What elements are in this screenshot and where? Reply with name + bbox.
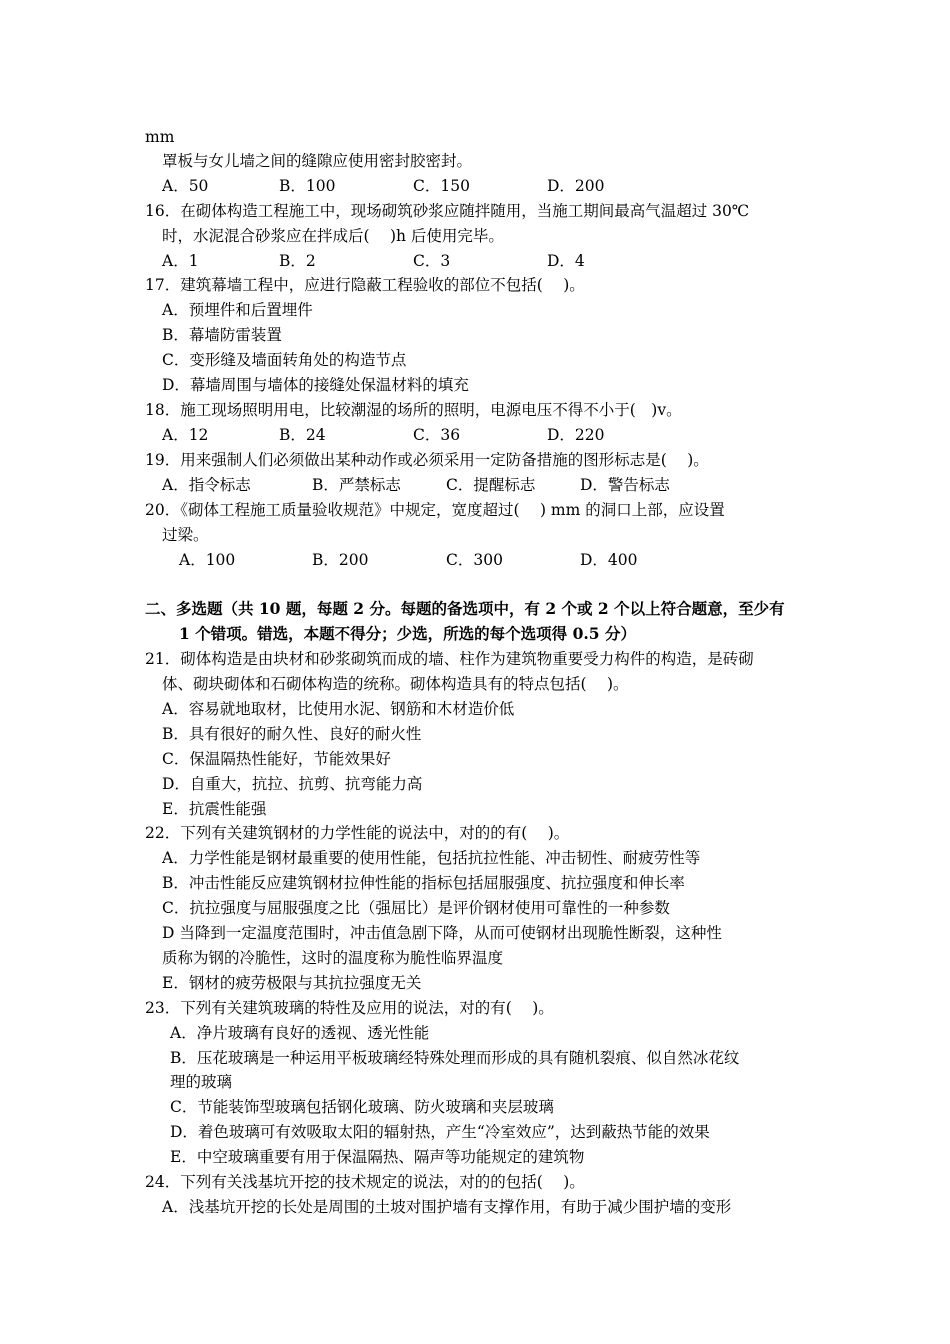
question-24: 24．下列有关浅基坑开挖的技术规定的说法，对的的包括( )。 (145, 1173, 585, 1191)
option-d: D 当降到一定温度范围时，冲击值急剧下降，从而可使钢材出现脆性断裂，这种性 (162, 924, 722, 942)
option-b: B．具有很好的耐久性、良好的耐火性 (162, 725, 422, 743)
text-line: mm (145, 128, 175, 146)
question-19: 19．用来强制人们必须做出某种动作或必须采用一定防备措施的图形标志是( )。 (145, 451, 709, 469)
option-a: A．50 (162, 177, 209, 195)
option-d: D．400 (580, 551, 638, 569)
option-a: A．浅基坑开挖的长处是周围的土坡对围护墙有支撑作用，有助于减少围护墙的变形 (162, 1198, 732, 1216)
option-b: B．24 (279, 426, 326, 444)
option-a: A．1 (162, 252, 199, 270)
section-heading: 二、多选题（共 10 题，每题 2 分。每题的备选项中，有 2 个或 2 个以上符合题意，至少有 (145, 599, 785, 618)
option-e: E．抗震性能强 (162, 800, 267, 818)
question-21: 21．砌体构造是由块材和砂浆砌筑而成的墙、柱作为建筑物重要受力构件的构造，是砖砌 (145, 650, 754, 668)
option-d: D．幕墙周围与墙体的接缝处保温材料的填充 (162, 376, 469, 394)
option-a: A．力学性能是钢材最重要的使用性能，包括抗拉性能、冲击韧性、耐疲劳性等 (162, 849, 701, 867)
option-a: A．容易就地取材，比使用水泥、钢筋和木材造价低 (162, 700, 515, 718)
option-b: B．严禁标志 (312, 476, 401, 494)
text-line: 罩板与女儿墙之间的缝隙应使用密封胶密封。 (162, 152, 473, 170)
option-c: C．150 (413, 177, 470, 195)
section-heading-cont: 1 个错项。错选，本题不得分；少选，所选的每个选项得 0.5 分） (179, 624, 636, 643)
text-line: 过梁。 (162, 526, 209, 544)
option-d: D．220 (547, 426, 605, 444)
option-a: A．100 (179, 551, 236, 569)
option-b: B．2 (279, 252, 316, 270)
question-17: 17．建筑幕墙工程中，应进行隐蔽工程验收的部位不包括( )。 (145, 276, 585, 294)
option-d: D．自重大，抗拉、抗剪、抗弯能力高 (162, 775, 423, 793)
option-e: E．中空玻璃重要有用于保温隔热、隔声等功能规定的建筑物 (170, 1148, 585, 1166)
question-16: 16．在砌体构造工程施工中，现场砌筑砂浆应随拌随用，当施工期间最高气温超过 30℃ (145, 202, 750, 220)
option-d: D．着色玻璃可有效吸取太阳的辐射热，产生“冷室效应”，达到蔽热节能的效果 (170, 1123, 710, 1141)
option-c: C．300 (446, 551, 503, 569)
option-c: C．变形缝及墙面转角处的构造节点 (162, 351, 407, 369)
option-b: B．100 (279, 177, 336, 195)
option-c: C．提醒标志 (446, 476, 536, 494)
option-b: B．200 (312, 551, 369, 569)
option-c: C．抗拉强度与屈服强度之比（强屈比）是评价钢材使用可靠性的一种参数 (162, 899, 670, 917)
option-a: A．指令标志 (162, 476, 251, 494)
option-c: C．36 (413, 426, 461, 444)
option-e: E．钢材的疲劳极限与其抗拉强度无关 (162, 974, 422, 992)
text-line: 理的玻璃 (170, 1073, 233, 1091)
option-c: C．保温隔热性能好，节能效果好 (162, 750, 391, 768)
text-line: 质称为钢的冷脆性，这时的温度称为脆性临界温度 (162, 949, 504, 967)
option-c: C．3 (413, 252, 451, 270)
option-a: A．12 (162, 426, 209, 444)
option-d: D．4 (547, 252, 585, 270)
text-line: 时，水泥混合砂浆应在拌成后( )h 后使用完毕。 (162, 227, 504, 245)
text-line: 体、砌块砌体和石砌体构造的统称。砌体构造具有的特点包括( )。 (162, 675, 629, 693)
option-b: B．冲击性能反应建筑钢材拉伸性能的指标包括屈服强度、抗拉强度和伸长率 (162, 874, 685, 892)
option-b: B．幕墙防雷装置 (162, 326, 282, 344)
question-20: 20．《砌体工程施工质量验收规范》中规定，宽度超过( ) mm 的洞口上部，应设置 (145, 501, 725, 519)
question-18: 18．施工现场照明用电，比较潮湿的场所的照明，电源电压不得不小于( )v。 (145, 401, 682, 419)
option-c: C．节能装饰型玻璃包括钢化玻璃、防火玻璃和夹层玻璃 (170, 1098, 554, 1116)
option-a: A．预埋件和后置埋件 (162, 301, 313, 319)
option-a: A．净片玻璃有良好的透视、透光性能 (170, 1024, 430, 1042)
option-d: D．200 (547, 177, 605, 195)
option-b: B．压花玻璃是一种运用平板玻璃经特殊处理而形成的具有随机裂痕、似自然冰花纹 (170, 1049, 740, 1067)
question-23: 23．下列有关建筑玻璃的特性及应用的说法，对的有( )。 (145, 999, 554, 1017)
option-d: D．警告标志 (580, 476, 670, 494)
question-22: 22．下列有关建筑钢材的力学性能的说法中，对的的有( )。 (145, 824, 570, 842)
